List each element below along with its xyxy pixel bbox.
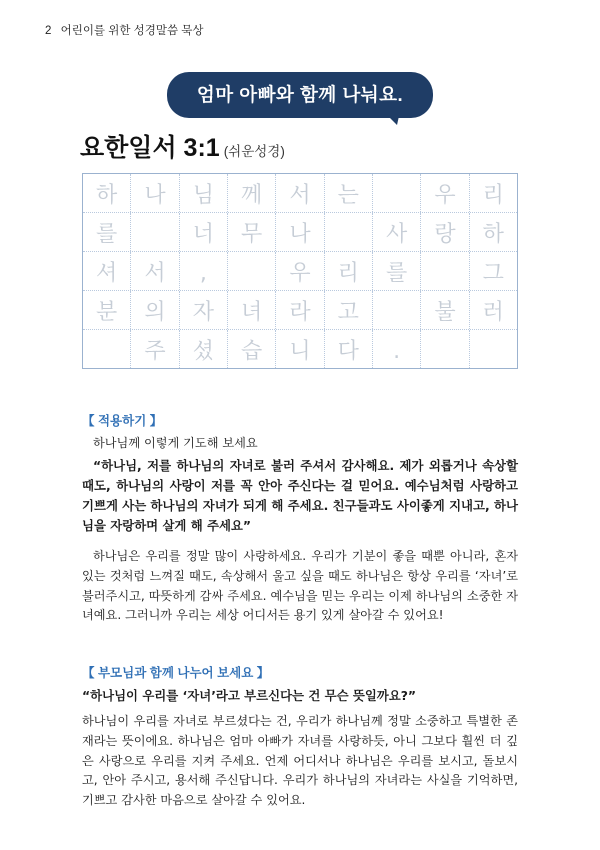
banner-label: 엄마 아빠와 함께 나눠요.	[196, 84, 404, 105]
grid-cell[interactable]: 나	[275, 213, 323, 251]
discussion-question: “하나님이 우리를 ‘자녀’라고 부르신다는 건 무슨 뜻일까요?”	[82, 688, 417, 703]
grid-cell[interactable]: 주	[130, 330, 178, 368]
verse-reference-heading	[80, 128, 285, 164]
grid-row	[83, 174, 517, 212]
grid-cell[interactable]: 분	[96, 299, 118, 325]
grid-cell[interactable]: 랑	[420, 213, 468, 251]
verse-reference: 요한일서 3:1	[80, 134, 220, 162]
grid-cell[interactable]: 고	[324, 291, 372, 329]
grid-row	[83, 290, 517, 329]
grid-cell[interactable]: 셔	[96, 260, 118, 286]
grid-cell[interactable]: 리	[469, 174, 517, 212]
grid-cell[interactable]: 는	[324, 174, 372, 212]
grid-cell[interactable]: 를	[372, 252, 420, 290]
grid-cell[interactable]: 그	[469, 252, 517, 290]
bible-version: (쉬운성경)	[223, 144, 285, 159]
grid-cell[interactable]: 러	[469, 291, 517, 329]
grid-cell[interactable]: 나	[130, 174, 178, 212]
discussion-answer: 하나님이 우리를 자녀로 부르셨다는 건, 우리가 하나님께 정말 소중하고 특별한 존재라는 뜻이에요. 하나님은 엄마 아빠가 자녀를 사랑하듯, 아니 그보다 훨씬 더 깊은 사랑으로 우리를 지켜 주세요. 언제 어디서나 하나님은 우리를 보시고, 돌보시고, 안아 주시고, 용서해 주신답니다. 우리가 하나님의 자녀라는 사실을 기억하면, 기쁘고 감사한 마음으로 살아갈 수 있어요.	[82, 714, 518, 808]
grid-cell[interactable]: 우	[275, 252, 323, 290]
grid-cell[interactable]: 님	[179, 174, 227, 212]
prayer-quote-text: “하나님, 저를 하나님의 자녀로 불러 주셔서 감사해요. 제가 외롭거나 속상할 때도, 하나님의 사랑이 저를 꼭 안아 주신다는 걸 믿어요. 예수님처럼 사랑하고 기쁘게 사는 하나님의 자녀가 되게 해 주세요. 친구들과도 사이좋게 지내고, 하나님을 자랑하며 살게 해 주세요”	[82, 458, 518, 534]
grid-cell[interactable]: 하	[96, 182, 118, 208]
grid-row	[83, 251, 517, 290]
grid-cell[interactable]	[420, 330, 468, 368]
grid-cell[interactable]: .	[372, 330, 420, 368]
prayer-intro-text: 하나님께 이렇게 기도해 보세요	[93, 436, 258, 450]
grid-cell[interactable]: 무	[227, 213, 275, 251]
grid-cell[interactable]	[372, 291, 420, 329]
grid-cell[interactable]	[324, 213, 372, 251]
grid-cell[interactable]: ,	[179, 252, 227, 290]
section-heading-parents: 【 부모님과 함께 나누어 보세요 】	[82, 666, 270, 680]
grid-cell[interactable]: 리	[324, 252, 372, 290]
verse-writing-grid[interactable]	[82, 173, 518, 369]
grid-cell[interactable]: 우	[420, 174, 468, 212]
running-title: 어린이를 위한 성경말씀 묵상	[60, 25, 204, 37]
grid-cell[interactable]: 셨	[179, 330, 227, 368]
grid-cell[interactable]: 불	[420, 291, 468, 329]
banner-tail-icon	[388, 116, 399, 125]
grid-cell[interactable]	[130, 213, 178, 251]
grid-cell[interactable]: 께	[227, 174, 275, 212]
grid-cell[interactable]	[83, 330, 130, 368]
running-header	[45, 22, 204, 38]
share-banner	[167, 72, 433, 118]
grid-cell[interactable]: 를	[96, 221, 118, 247]
page-number: 2	[45, 25, 52, 37]
grid-cell[interactable]	[372, 174, 420, 212]
explanation-text: 하나님은 우리를 정말 많이 사랑하세요. 우리가 기분이 좋을 때뿐 아니라, 혼자 있는 것처럼 느껴질 때도, 속상해서 울고 싶을 때도 하나님은 항상 우리를 ‘자녀’로 불러주시고, 따뜻하게 감싸 주세요. 예수님을 믿는 우리는 이제 하나님의 소중한 자녀예요. 그러니까 우리는 세상 어디서든 용기 있게 살아갈 수 있어요!	[82, 549, 518, 623]
grid-cell[interactable]: 서	[130, 252, 178, 290]
grid-cell[interactable]: 녀	[227, 291, 275, 329]
grid-cell[interactable]: 자	[179, 291, 227, 329]
grid-cell[interactable]: 니	[275, 330, 323, 368]
grid-cell[interactable]: 너	[179, 213, 227, 251]
grid-cell[interactable]: 라	[275, 291, 323, 329]
grid-cell[interactable]: 다	[324, 330, 372, 368]
grid-cell[interactable]: 의	[130, 291, 178, 329]
grid-row	[83, 212, 517, 251]
grid-cell[interactable]	[420, 252, 468, 290]
grid-cell[interactable]	[227, 252, 275, 290]
grid-cell[interactable]: 사	[372, 213, 420, 251]
section-heading-apply: 【 적용하기 】	[82, 414, 163, 428]
grid-cell[interactable]	[469, 330, 517, 368]
grid-cell[interactable]: 습	[227, 330, 275, 368]
grid-cell[interactable]: 서	[275, 174, 323, 212]
grid-row	[83, 329, 517, 368]
banner-container	[0, 72, 600, 118]
grid-cell[interactable]: 하	[469, 213, 517, 251]
